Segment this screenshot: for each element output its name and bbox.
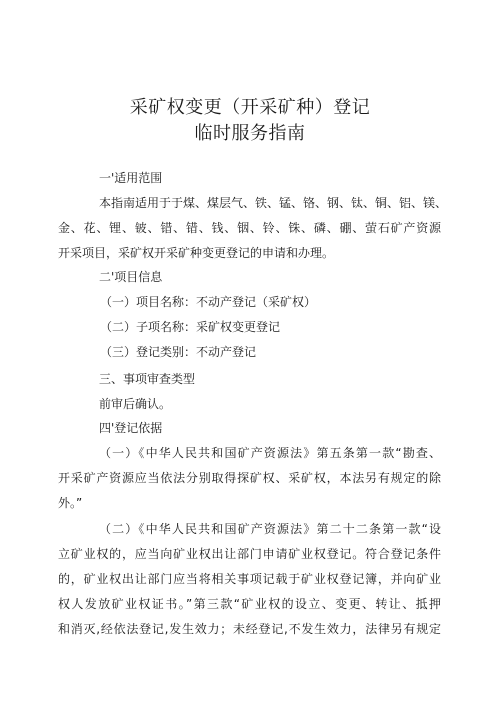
- section-heading-scope: 一'适用范围: [99, 171, 163, 185]
- document-title-line2: 临时服务指南: [194, 123, 306, 144]
- paragraph-line: 的，矿业权出让部门应当将相关事项记载于矿业权登记簿，并向矿业: [58, 572, 441, 586]
- paragraph-line: 开采矿产资源应当依法分别取得探矿权、采矿权，本法另有规定的除: [58, 471, 441, 485]
- section-heading-project-info: 二'项目信息: [99, 270, 163, 284]
- paragraph-line: （一）《中华人民共和国矿产资源法》第五条第一款“勘查、: [99, 446, 441, 460]
- list-item: （二）子项名称：采矿权变更登记: [100, 320, 281, 334]
- paragraph-line: 外。”: [58, 496, 83, 510]
- paragraph-line: 金、花、锂、铍、错、错、钱、铟、铃、铢、磷、硼、萤石矿产资源: [58, 221, 441, 235]
- document-title-line1: 采矿权变更（开采矿种）登记: [129, 97, 371, 118]
- list-item: （三）登记类别：不动产登记: [100, 345, 257, 359]
- paragraph-line: 和消灭,经依法登记,发生效力；未经登记,不发生效力，法律另有规定: [58, 622, 441, 636]
- paragraph-line: 开采项目，采矿权开采矿种变更登记的申请和办理。: [58, 246, 335, 260]
- paragraph-line: 本指南适用于于煤、煤层气、铁、锰、铬、钢、钛、铜、铝、镁、: [99, 196, 448, 210]
- paragraph-line: 权人发放矿业权证书。”第三款“矿业权的设立、变更、转让、抵押: [58, 597, 441, 611]
- section-heading-legal-basis: 四'登记依据: [99, 421, 163, 435]
- paragraph-line: 前审后确认。: [99, 397, 172, 411]
- paragraph-line: （二）《中华人民共和国矿产资源法》第二十二条第一款“设: [99, 522, 441, 536]
- list-item: （一）项目名称：不动产登记（采矿权）: [100, 295, 317, 309]
- paragraph-line: 立矿业权的，应当向矿业权出让部门申请矿业权登记。符合登记条件: [58, 547, 441, 561]
- section-heading-review-type: 三、事项审查类型: [99, 372, 196, 386]
